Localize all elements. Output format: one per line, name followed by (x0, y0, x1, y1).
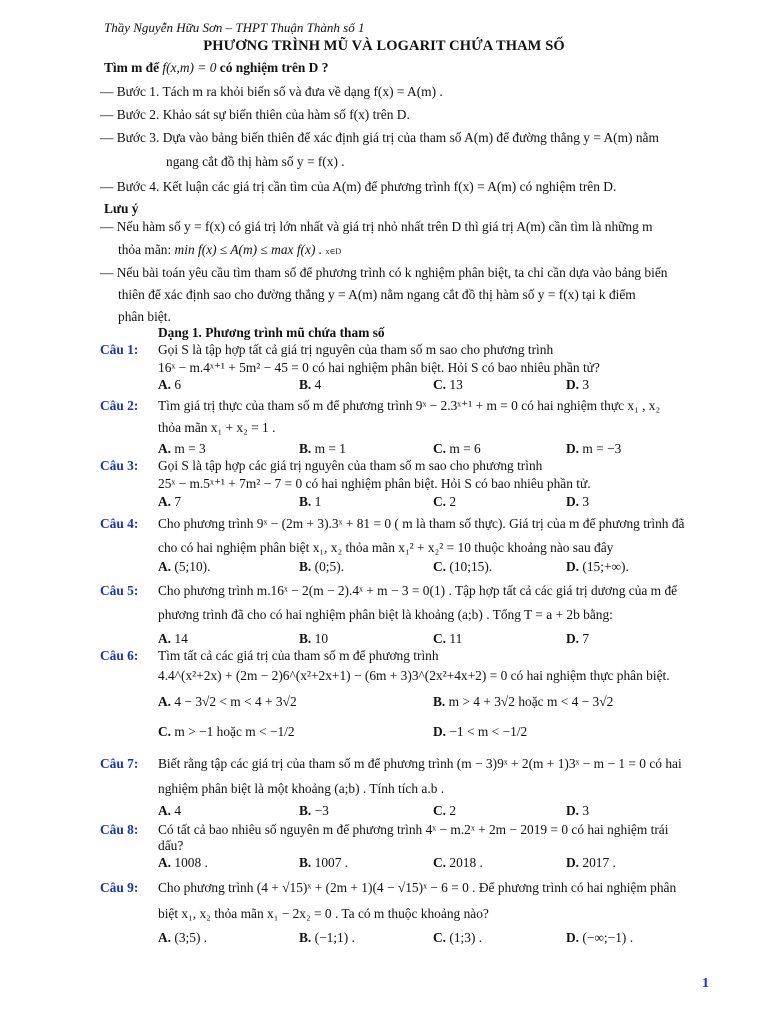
option-c: C. (10;15). (433, 559, 493, 574)
question-text-line-2: biệt x₁, x₂ thỏa mãn x₁ − 2x₂ = 0 . Ta có m thuộc khoảng nào? (158, 906, 489, 921)
option-a: A. 1008 . (158, 855, 208, 870)
page-number: 1 (702, 976, 709, 991)
document-header: Thầy Nguyễn Hữu Sơn – THPT Thuận Thành số 1 (104, 20, 365, 35)
option-letter: B. (299, 494, 312, 509)
option-a: A. (3;5) . (158, 930, 208, 945)
option-c: C. (1;3) . (433, 930, 483, 945)
question-text-line-2: 4.4^(x²+2x) + (2m − 2)6^(x²+2x+1) − (6m + 3)3^(2x²+4x+2) = 0 có hai nghiệm thực phân biệt. (158, 668, 670, 683)
question-label: Câu 1: (100, 342, 139, 357)
option-d: D. 3 (566, 494, 590, 509)
question-text-line-1: Có tất cả bao nhiêu số nguyên m để phương trình 4ˣ − m.2ˣ + 2m − 2019 = 0 có hai nghiệm trái (158, 822, 669, 837)
option-c: C. 2018 . (433, 855, 483, 870)
option-a: A. 7 (158, 494, 182, 509)
option-b: B. m = 1 (299, 441, 346, 456)
option-d: D. (−∞;−1) . (566, 930, 634, 945)
option-a: A. 14 (158, 631, 188, 646)
option-d: D. 3 (566, 803, 590, 818)
question-label: Câu 8: (100, 822, 139, 837)
option-letter: C. (433, 855, 447, 870)
option-letter: C. (158, 724, 172, 739)
option-letter: C. (433, 631, 447, 646)
question-text-line-2: nghiệm phân biệt là một khoảng (a;b) . Tính tích a.b . (158, 781, 445, 796)
option-letter: B. (433, 694, 446, 709)
option-d: D. 3 (566, 377, 590, 392)
option-a: A. 4 − 3√2 < m < 4 + 3√2 (158, 694, 297, 709)
document-title: PHƯƠNG TRÌNH MŨ VÀ LOGARIT CHỨA THAM SỐ (203, 38, 565, 54)
option-letter: D. (566, 631, 580, 646)
option-letter: A. (158, 494, 172, 509)
option-letter: B. (299, 631, 312, 646)
option-c: C. 11 (433, 631, 463, 646)
question-label: Câu 5: (100, 583, 139, 598)
note-1-line-1: — Nếu hàm số y = f(x) có giá trị lớn nhất và giá trị nhỏ nhất trên D thì giá trị A(m) cần tìm là những m (100, 219, 653, 234)
option-b: B. m > 4 + 3√2 hoặc m < 4 − 3√2 (433, 694, 614, 709)
option-b: B. 1 (299, 494, 322, 509)
option-b: B. 1007 . (299, 855, 349, 870)
option-letter: D. (566, 494, 580, 509)
step-2: — Bước 2. Khảo sát sự biến thiên của hàm số f(x) trên D. (100, 107, 410, 122)
option-letter: A. (158, 855, 172, 870)
question-text-line-2: phương trình đã cho có hai nghiệm phân biệt là khoảng (a;b) . Tổng T = a + 2b bằng: (158, 607, 613, 622)
option-letter: A. (158, 441, 172, 456)
option-b: B. 10 (299, 631, 329, 646)
option-letter: D. (566, 441, 580, 456)
option-d: D. −1 < m < −1/2 (433, 724, 528, 739)
question-text-line-1: Biết rằng tập các giá trị của tham số m để phương trình (m − 3)9ˣ + 2(m + 1)3ˣ − m − 1 = 0 có hai (158, 756, 682, 771)
question-label: Câu 2: (100, 398, 139, 413)
option-a: A. 6 (158, 377, 182, 392)
question-label: Câu 6: (100, 648, 139, 663)
option-letter: A. (158, 803, 172, 818)
option-letter: A. (158, 631, 172, 646)
step-3-line-1: — Bước 3. Dựa vào bảng biến thiên để xác định giá trị của tham số A(m) để đường thẳng y = A(m) nằm (100, 130, 659, 145)
question-label: Câu 7: (100, 756, 139, 771)
option-letter: C. (433, 803, 447, 818)
option-letter: D. (566, 559, 580, 574)
option-c: C. m > −1 hoặc m < −1/2 (158, 724, 295, 739)
question-text-line-2: 16ˣ − m.4ˣ⁺¹ + 5m² − 45 = 0 có hai nghiệm phân biệt. Hỏi S có bao nhiêu phần tử? (158, 360, 600, 375)
step-4: — Bước 4. Kết luận các giá trị cần tìm của A(m) để phương trình f(x) = A(m) có nghiệm trên D. (100, 179, 617, 194)
option-letter: B. (299, 559, 312, 574)
question-label: Câu 4: (100, 516, 139, 531)
option-letter: D. (433, 724, 447, 739)
note-2-line-1: — Nếu bài toán yêu cầu tìm tham số để phương trình có k nghiệm phân biệt, ta chỉ cần dựa vào bảng biến (100, 265, 668, 280)
question-text-line-1: Gọi S là tập hợp tất cả giá trị nguyên của tham số m sao cho phương trình (158, 342, 554, 357)
option-a: A. (5;10). (158, 559, 211, 574)
intro-lead: Tìm m để f(x,m) = 0 có nghiệm trên D ? (104, 60, 329, 75)
option-b: B. −3 (299, 803, 329, 818)
option-b: B. (−1;1) . (299, 930, 355, 945)
option-letter: A. (158, 559, 172, 574)
option-c: C. m = 6 (433, 441, 481, 456)
option-letter: C. (433, 494, 447, 509)
step-1: — Bước 1. Tách m ra khỏi biến số và đưa về dạng f(x) = A(m) . (100, 84, 443, 99)
question-text-line-1: Cho phương trình 9ˣ − (2m + 3).3ˣ + 81 = 0 ( m là tham số thực). Giá trị của m để phương trình đã (158, 516, 685, 531)
option-letter: A. (158, 377, 172, 392)
option-d: D. m = −3 (566, 441, 622, 456)
question-text-line-2: cho có hai nghiệm phân biệt x₁, x₂ thỏa mãn x₁² + x₂² = 10 thuộc khoảng nào sau đây (158, 540, 614, 555)
option-b: B. 4 (299, 377, 322, 392)
section-heading: Dạng 1. Phương trình mũ chứa tham số (158, 325, 385, 340)
option-c: C. 2 (433, 494, 457, 509)
option-c: C. 2 (433, 803, 457, 818)
question-text-line-1: Cho phương trình (4 + √15)ˣ + (2m + 1)(4 − √15)ˣ − 6 = 0 . Để phương trình có hai nghiệm phân (158, 880, 677, 895)
question-text-line-1: Tìm giá trị thực của tham số m để phương trình 9ˣ − 2.3ˣ⁺¹ + m = 0 có hai nghiệm thực x₁ , x₂ (158, 398, 661, 413)
option-d: D. 7 (566, 631, 590, 646)
option-letter: C. (433, 377, 447, 392)
option-letter: A. (158, 694, 172, 709)
question-text-line-1: Gọi S là tập hợp các giá trị nguyên của tham số m sao cho phương trình (158, 458, 543, 473)
option-letter: C. (433, 559, 447, 574)
question-text-line-1: Tìm tất cả các giá trị của tham số m để phương trình (158, 648, 439, 663)
option-a: A. m = 3 (158, 441, 206, 456)
option-letter: B. (299, 803, 312, 818)
option-d: D. 2017 . (566, 855, 616, 870)
question-text-line-2: thỏa mãn x₁ + x₂ = 1 . (158, 420, 276, 435)
option-d: D. (15;+∞). (566, 559, 629, 574)
step-3-line-2: ngang cắt đồ thị hàm số y = f(x) . (166, 154, 345, 169)
note-2-line-3: phân biệt. (118, 309, 171, 324)
question-text-line-2: dấu? (158, 838, 184, 853)
option-b: B. (0;5). (299, 559, 345, 574)
question-text-line-2: 25ˣ − m.5ˣ⁺¹ + 7m² − 7 = 0 có hai nghiệm phân biệt. Hỏi S có bao nhiêu phần tử. (158, 476, 591, 491)
option-letter: C. (433, 441, 447, 456)
option-letter: D. (566, 803, 580, 818)
note-2-line-2: thiên để xác định sao cho đường thẳng y = A(m) nằm ngang cắt đồ thị hàm số y = f(x) tại k điểm (118, 287, 636, 302)
option-letter: D. (566, 855, 580, 870)
option-letter: D. (566, 930, 580, 945)
option-letter: B. (299, 377, 312, 392)
option-a: A. 4 (158, 803, 182, 818)
question-text-line-1: Cho phương trình m.16ˣ − 2(m − 2).4ˣ + m − 3 = 0(1) . Tập hợp tất cả các giá trị dương của m để (158, 583, 678, 598)
option-letter: C. (433, 930, 447, 945)
question-label: Câu 9: (100, 880, 139, 895)
note-title: Lưu ý (104, 201, 139, 216)
note-1-line-2: thỏa mãn: min f(x) ≤ A(m) ≤ max f(x) . x∈D (118, 242, 342, 257)
question-label: Câu 3: (100, 458, 139, 473)
option-letter: B. (299, 441, 312, 456)
option-letter: D. (566, 377, 580, 392)
option-letter: A. (158, 930, 172, 945)
option-letter: B. (299, 855, 312, 870)
option-letter: B. (299, 930, 312, 945)
option-c: C. 13 (433, 377, 463, 392)
